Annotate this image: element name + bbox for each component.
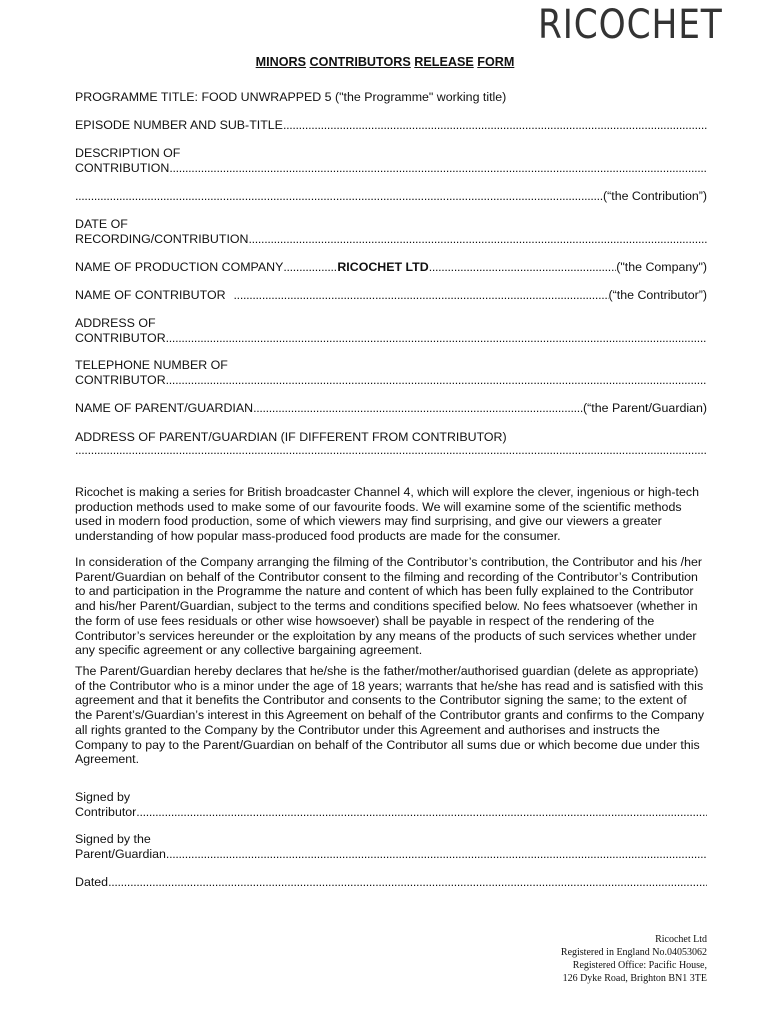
date-label: RECORDING/CONTRIBUTION — [75, 232, 249, 246]
production-label: NAME OF PRODUCTION COMPANY — [75, 260, 284, 274]
parent-name-field[interactable] — [75, 401, 707, 416]
description-label: CONTRIBUTION — [75, 161, 170, 175]
telephone-field[interactable] — [75, 373, 707, 388]
date-label-line1: DATE OF — [75, 217, 128, 231]
address-field[interactable] — [75, 331, 707, 346]
signed-by-label: Contributor — [75, 805, 137, 819]
footer-registration: Registered in England No.04053062 — [560, 947, 707, 958]
production-dots-b — [429, 260, 617, 275]
telephone-dots[interactable] — [166, 373, 707, 388]
episode-field[interactable] — [75, 118, 707, 133]
parent-address-label: ADDRESS OF PARENT/GUARDIAN (IF DIFFERENT FROM CONTRIBUTOR) — [75, 430, 507, 444]
contributor-dots[interactable] — [234, 288, 609, 303]
signed-by-label-line1: Signed by — [75, 790, 131, 804]
telephone-label: CONTRIBUTOR — [75, 373, 166, 387]
contribution-field[interactable] — [75, 189, 707, 204]
contributor-signature-dots[interactable] — [136, 805, 707, 820]
contributor-name-field[interactable] — [75, 288, 707, 303]
episode-dots[interactable] — [283, 118, 707, 133]
title-word: MINORS — [255, 55, 307, 69]
address-dots[interactable] — [166, 331, 707, 346]
production-dots-a — [283, 260, 337, 275]
signed-by-parent-label: Parent/Guardian — [75, 847, 166, 861]
production-suffix: ("the Company") — [616, 260, 707, 274]
footer-office: Registered Office: Pacific House, — [572, 960, 707, 971]
contributor-suffix: (“the Contributor”) — [608, 288, 707, 302]
description-field[interactable] — [75, 161, 707, 176]
form-title — [0, 55, 770, 69]
title-word: FORM — [477, 55, 515, 69]
address-label: CONTRIBUTOR — [75, 331, 166, 345]
dated-label: Dated — [75, 875, 109, 889]
title-word: CONTRIBUTORS — [309, 55, 411, 69]
parent-signature-field[interactable] — [75, 847, 707, 862]
consent-paragraph: In consideration of the Company arranging the filming of the Contributor’s contribution, the Contributor and his /her Parent/Guardian on behalf of the Contributor consent to the filming and recording of the Contributor’s Contribution to and participation in the Programme the nature and content of which has been fully explained to the Contributor and his/her Parent/Guardian, subject to the terms and conditions specified below. No fees whatsoever (whether in the form of use fees residuals or other wise howsoever) shall be payable in respect of the rendering of the Contributor’s services hereunder or the exploitation by any means of the products of such services whether under any specific agreement or any collective bargaining agreement. — [75, 555, 703, 658]
footer-address: 126 Dyke Road, Brighton BN1 3TE — [562, 973, 707, 984]
guardian-paragraph: The Parent/Guardian hereby declares that he/she is the father/mother/authorised guardian (delete as appropriate) of the Contributor who is a minor under the age of 18 years; warrants that he/she has read and is satisfied with this agreement and that it benefits the Contributor and consents to the Contributor signing the same; to the extent of the Parent’s/Guardian’s interest in this Agreement on behalf of the Contributor grants and confirms to the Company all rights granted to the Company by the Contributor under this Agreement and authorises and instructs the Company to pay to the Parent/Guardian on behalf of the Contributor all sums due or which become due under this Agreement. — [75, 664, 705, 767]
date-field[interactable] — [75, 232, 707, 247]
date-dots[interactable] — [248, 232, 707, 247]
production-value: RICOCHET LTD — [337, 260, 429, 274]
ricochet-logo: RICOCHET — [538, 2, 723, 48]
contribution-suffix: (“the Contribution”) — [603, 189, 707, 203]
dated-dots[interactable] — [108, 875, 707, 890]
parent-label: NAME OF PARENT/GUARDIAN — [75, 401, 254, 415]
contributor-signature-field[interactable] — [75, 805, 707, 820]
programme-title: PROGRAMME TITLE: FOOD UNWRAPPED 5 ("the Programme" working title) — [75, 90, 507, 104]
title-word: RELEASE — [414, 55, 474, 69]
address-label-line1: ADDRESS OF — [75, 316, 156, 330]
contributor-label: NAME OF CONTRIBUTOR — [75, 288, 226, 302]
parent-suffix: (“the Parent/Guardian) — [583, 401, 707, 415]
description-label-line1: DESCRIPTION OF — [75, 146, 181, 160]
footer-company-name: Ricochet Ltd — [655, 934, 707, 945]
company-footer — [561, 933, 707, 985]
contribution-dots[interactable] — [75, 189, 603, 204]
parent-address-field[interactable] — [75, 443, 707, 458]
telephone-label-line1: TELEPHONE NUMBER OF — [75, 358, 228, 372]
parent-signature-dots[interactable] — [166, 847, 707, 862]
signed-by-parent-line1: Signed by the — [75, 832, 151, 846]
description-dots[interactable] — [169, 161, 707, 176]
parent-dots[interactable] — [253, 401, 583, 416]
intro-paragraph: Ricochet is making a series for British broadcaster Channel 4, which will explore the clever, ingenious or high-tech production methods used to make some of our favourite foods. We will examine some of the scientific methods used in modern food production, some of which viewers may find surprising, and give our viewers a greater understanding of how popular mass-produced food products are made for the consumer. — [75, 485, 699, 544]
dated-field[interactable] — [75, 875, 707, 890]
production-company-field — [75, 260, 707, 275]
parent-address-dots[interactable] — [75, 443, 707, 458]
episode-label: EPISODE NUMBER AND SUB-TITLE — [75, 118, 283, 132]
